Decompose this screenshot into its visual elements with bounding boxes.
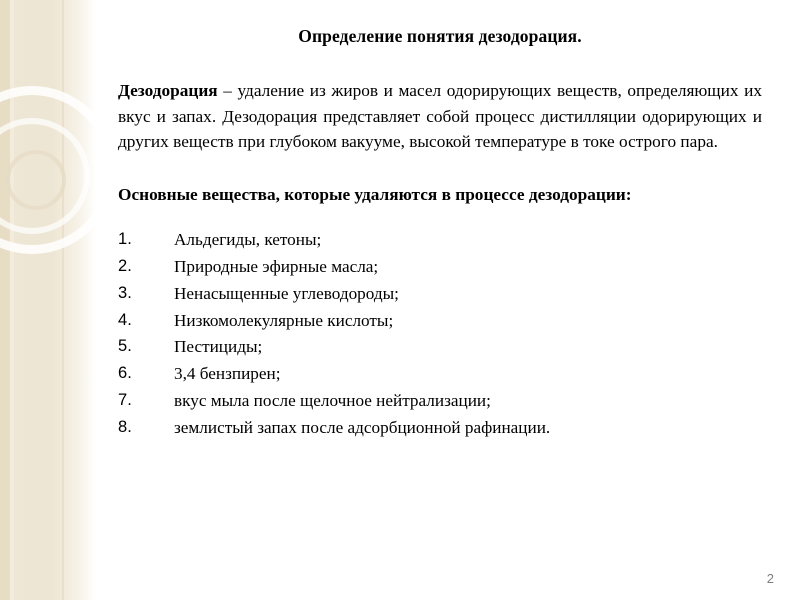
- decorative-left-band: [0, 0, 96, 600]
- definition-text: – удаление из жиров и масел одорирующих веществ, определяющих их вкус и запах. Дезодорация представляет собой процесс дистилляции одорирующих и других веществ при глубоком вакууме, высокой температуре в токе острого пара.: [118, 81, 762, 152]
- list-item: Природные эфирные масла;: [174, 257, 379, 277]
- page-title: Определение понятия дезодорация.: [298, 26, 582, 46]
- decorative-ring-small: [6, 150, 66, 210]
- band-stripe-thin: [62, 0, 64, 600]
- slide-body: [118, 78, 762, 441]
- definition-paragraph: [118, 78, 762, 155]
- list-item: землистый запах после адсорбционной рафинации.: [174, 417, 551, 437]
- list-item: вкус мыла после щелочное нейтрализации;: [174, 390, 491, 410]
- section-subheading: Основные вещества, которые удаляются в процессе дезодорации:: [118, 184, 632, 204]
- list-item: 3,4 бензпирен;: [174, 364, 281, 384]
- definition-term: Дезодорация: [118, 81, 218, 100]
- list-item: Ненасыщенные углеводороды;: [174, 283, 399, 303]
- page-number: 2: [766, 571, 774, 586]
- list-item: Альдегиды, кетоны;: [174, 230, 322, 250]
- list-item: Пестициды;: [174, 337, 263, 357]
- list-item: Низкомолекулярные кислоты;: [174, 310, 394, 330]
- substances-list: [118, 207, 762, 441]
